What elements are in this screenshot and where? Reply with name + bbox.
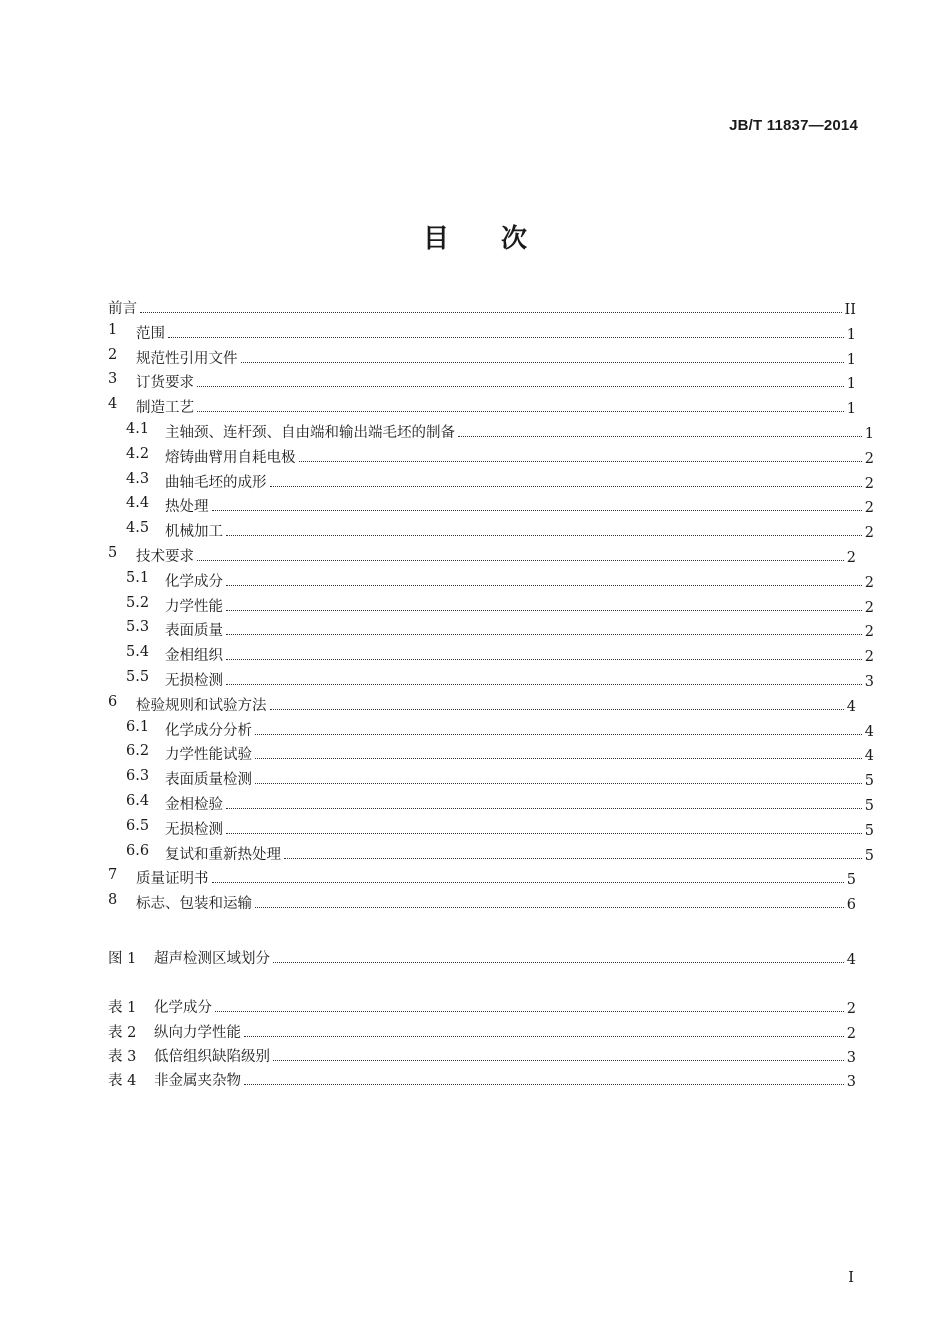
toc-entry-number: 5.4	[126, 644, 150, 661]
toc-entry-page: 1	[846, 351, 856, 368]
toc-entry-number: 6.1	[126, 718, 150, 735]
toc-entry-title: 化学成分	[165, 573, 223, 590]
toc-entry-label	[108, 545, 194, 566]
toc-entry[interactable]	[108, 321, 856, 343]
toc-entry[interactable]	[108, 643, 874, 665]
toc-dot-leader	[458, 435, 862, 437]
toc-entry-label	[126, 843, 281, 864]
toc-entry-page: 2	[846, 1025, 856, 1042]
toc-entry-page: 2	[864, 599, 874, 616]
toc-entry-label	[108, 892, 252, 913]
toc-entry-number: 1	[108, 321, 118, 338]
toc-entry-label	[108, 347, 238, 368]
toc-entry-page: 2	[864, 475, 874, 492]
toc-entry-title: 检验规则和试验方法	[136, 697, 267, 714]
toc-entry-label	[108, 1021, 241, 1042]
toc-entry[interactable]	[108, 569, 874, 591]
toc-entry[interactable]	[108, 866, 856, 888]
toc-dot-leader	[255, 782, 862, 784]
toc-dot-leader	[140, 311, 842, 313]
toc-entry-title: 表面质量	[165, 623, 223, 640]
toc-entry-title: 主轴颈、连杆颈、自由端和输出端毛坯的制备	[165, 425, 455, 441]
toc-entry-label	[126, 644, 223, 665]
toc-entry-title: 标志、包装和运输	[136, 896, 252, 913]
toc-entry-page: 6	[846, 897, 856, 914]
toc-entry-title: 金相检验	[165, 797, 223, 813]
toc-entry-number: 6.2	[126, 743, 150, 760]
toc-entry-title: 技术要求	[136, 549, 194, 565]
toc-dot-leader	[197, 559, 844, 561]
toc-entry-title: 复试和重新热处理	[165, 846, 281, 863]
toc-dot-leader	[212, 881, 844, 883]
toc-entry-label	[126, 446, 296, 467]
toc-entry-title: 表面质量检测	[165, 772, 252, 789]
toc-entry[interactable]	[108, 668, 874, 690]
toc-entry[interactable]	[108, 470, 874, 492]
toc-entry-number: 7	[108, 867, 118, 884]
toc-entry-number: 表 2	[108, 1024, 137, 1041]
toc-entry[interactable]	[108, 420, 874, 442]
toc-dot-leader	[226, 609, 862, 611]
toc-entry-page: II	[844, 302, 856, 318]
toc-dot-leader	[212, 509, 862, 511]
toc-entry-page: 3	[846, 1074, 856, 1091]
toc-entry[interactable]	[108, 445, 874, 467]
toc-entry-number: 6.4	[126, 793, 150, 809]
toc-entry-title: 化学成分分析	[165, 722, 252, 739]
toc-entry-number: 6.3	[126, 768, 150, 785]
toc-dot-leader	[273, 1059, 844, 1061]
toc-entry-label	[126, 818, 223, 839]
toc-dot-leader	[197, 385, 844, 387]
toc-entry-page: 1	[846, 401, 856, 418]
toc-dot-leader	[244, 1083, 844, 1085]
toc-dot-leader	[215, 1010, 844, 1012]
toc-entry-title: 低倍组织缺陷级别	[154, 1048, 270, 1065]
toc-entry-title: 熔铸曲臂用自耗电极	[165, 449, 296, 466]
toc-entry-page: 5	[864, 847, 874, 864]
toc-entry-label	[126, 669, 223, 690]
toc-dot-leader	[270, 485, 862, 487]
toc-dot-leader	[255, 733, 862, 735]
toc-entry[interactable]	[108, 1020, 856, 1042]
toc-entry-page: 3	[846, 1049, 856, 1066]
page-title: 目次	[422, 224, 579, 254]
toc-entry-title: 热处理	[165, 499, 209, 516]
toc-entry[interactable]	[108, 395, 856, 417]
toc-entry-number: 表 1	[108, 1000, 137, 1017]
toc-entry[interactable]	[108, 995, 856, 1017]
toc-entry-number: 8	[108, 892, 118, 909]
toc-entry-page: 2	[864, 500, 874, 517]
toc-entry-title: 力学性能	[165, 598, 223, 615]
toc-entry[interactable]	[108, 296, 856, 318]
toc-entry-number: 图 1	[108, 951, 137, 967]
toc-entry-label	[108, 947, 270, 968]
toc-entry[interactable]	[108, 1044, 856, 1066]
toc-entry-label	[108, 396, 194, 417]
toc-entry-page: 2	[846, 550, 856, 566]
toc-dot-leader	[226, 584, 862, 586]
toc-entry-page: 5	[846, 872, 856, 889]
toc-entry-page: 4	[846, 698, 856, 715]
toc-entry-title: 前言	[108, 301, 137, 317]
toc-entry-page: 2	[864, 450, 874, 467]
toc-entry-label	[126, 619, 223, 640]
toc-dot-leader	[168, 336, 844, 338]
toc-dot-leader	[226, 633, 862, 635]
toc-entry-title: 纵向力学性能	[154, 1024, 241, 1041]
toc-entry-number: 4.4	[126, 495, 150, 512]
toc-entry[interactable]	[108, 946, 856, 968]
standard-code: JB/T 11837—2014	[729, 117, 858, 134]
toc-entry[interactable]	[108, 742, 874, 764]
toc-entry-title: 力学性能试验	[165, 747, 252, 764]
toc-dot-leader	[244, 1035, 844, 1037]
toc-entry-page: 1	[846, 326, 856, 343]
toc-entry-number: 4.3	[126, 470, 150, 487]
toc-entry-page: 4	[864, 723, 874, 740]
toc-dot-leader	[226, 683, 862, 685]
toc-entry-page: 2	[846, 1001, 856, 1018]
toc-dot-leader	[226, 832, 862, 834]
toc-dot-leader	[255, 757, 862, 759]
toc-entry-number: 5.2	[126, 594, 150, 611]
toc-entry-number: 表 3	[108, 1048, 137, 1065]
toc-entry-title: 质量证明书	[136, 871, 209, 888]
toc-entry-label	[126, 793, 223, 814]
toc-entry-number: 4.1	[126, 421, 150, 437]
toc-entry-number: 5.1	[126, 569, 150, 586]
toc-entry-label	[126, 471, 267, 492]
toc-entry-title: 非金属夹杂物	[154, 1073, 241, 1090]
toc-entry-page: 1	[846, 376, 856, 393]
toc-entry[interactable]	[108, 594, 874, 616]
toc-entry-title: 金相组织	[165, 648, 223, 665]
toc-entry[interactable]	[108, 842, 874, 864]
toc-entry[interactable]	[108, 693, 856, 715]
toc-dot-leader	[270, 708, 844, 710]
toc-entry-title: 超声检测区域划分	[154, 951, 270, 967]
toc-entry-label	[126, 495, 209, 516]
toc-entry[interactable]	[108, 618, 874, 640]
toc-entry-title: 曲轴毛坯的成形	[165, 474, 267, 491]
toc-entry-label	[126, 595, 223, 616]
toc-entry-page: 1	[864, 426, 874, 442]
toc-entry-title: 化学成分	[154, 1000, 212, 1017]
toc-entry-page: 4	[846, 952, 856, 968]
toc-entry-label	[126, 421, 455, 442]
toc-entry-page: 5	[864, 798, 874, 814]
toc-entry[interactable]	[108, 370, 856, 392]
toc-entry-label	[126, 768, 252, 789]
toc-entry-page: 3	[864, 674, 874, 690]
toc-entry-page: 2	[864, 525, 874, 542]
toc-entry-label	[108, 297, 137, 318]
toc-entry-number: 2	[108, 346, 118, 363]
toc-entry[interactable]	[108, 346, 856, 368]
toc-entry-title: 规范性引用文件	[136, 350, 238, 367]
toc-entry-label	[126, 570, 223, 591]
toc-entry-number: 3	[108, 371, 118, 388]
toc-dot-leader	[197, 410, 844, 412]
toc-entry[interactable]	[108, 494, 874, 516]
toc-entry-number: 4.5	[126, 520, 150, 537]
toc-dot-leader	[299, 460, 862, 462]
toc-entry[interactable]	[108, 718, 874, 740]
toc-entry-number: 6.6	[126, 842, 150, 859]
toc-entry[interactable]	[108, 767, 874, 789]
toc-entry-title: 制造工艺	[136, 400, 194, 417]
toc-dot-leader	[241, 361, 844, 363]
toc-entry[interactable]	[108, 817, 874, 839]
toc-entry-label	[108, 322, 165, 343]
toc-dot-leader	[226, 534, 862, 536]
toc-entry-number: 4.2	[126, 445, 150, 462]
toc-entry-label	[108, 1045, 270, 1066]
toc-entry-number: 6	[108, 693, 118, 710]
toc-entry-number: 5	[108, 545, 118, 561]
toc-dot-leader	[226, 658, 862, 660]
toc-entry-label	[108, 371, 194, 392]
toc-entry[interactable]	[108, 544, 856, 566]
toc-entry-title: 无损检测	[165, 821, 223, 838]
toc-entry-title: 订货要求	[136, 375, 194, 392]
page-number: I	[848, 1268, 854, 1286]
toc-entry-label	[108, 1069, 241, 1090]
toc-entry-page: 4	[864, 748, 874, 765]
toc-entry-label	[126, 743, 252, 764]
toc-entry-label	[126, 520, 223, 541]
toc-entry-page: 5	[864, 773, 874, 790]
toc-dot-leader	[255, 906, 844, 908]
toc-entry[interactable]	[108, 792, 874, 814]
toc-dot-leader	[273, 961, 844, 963]
toc-dot-leader	[226, 807, 862, 809]
toc-entry-page: 2	[864, 649, 874, 666]
toc-entry-page: 5	[864, 822, 874, 839]
toc-entry-label	[108, 867, 209, 888]
toc-dot-leader	[284, 857, 862, 859]
toc-entry-page: 2	[864, 574, 874, 591]
toc-entry-label	[126, 719, 252, 740]
toc-entry-number: 表 4	[108, 1073, 137, 1090]
toc-entry-number: 5.3	[126, 619, 150, 636]
toc-entry-label	[108, 694, 267, 715]
toc-entry[interactable]	[108, 1068, 856, 1090]
toc-entry-number: 5.5	[126, 669, 150, 685]
toc-entry-number: 6.5	[126, 817, 150, 834]
toc-entry-label	[108, 996, 212, 1017]
toc-entry-title: 范围	[136, 325, 165, 342]
toc-entry-page: 2	[864, 624, 874, 641]
toc-entry-title: 无损检测	[165, 673, 223, 689]
toc-entry[interactable]	[108, 519, 874, 541]
toc-entry-number: 4	[108, 396, 118, 413]
toc-entry[interactable]	[108, 891, 856, 913]
toc-entry-title: 机械加工	[165, 524, 223, 541]
